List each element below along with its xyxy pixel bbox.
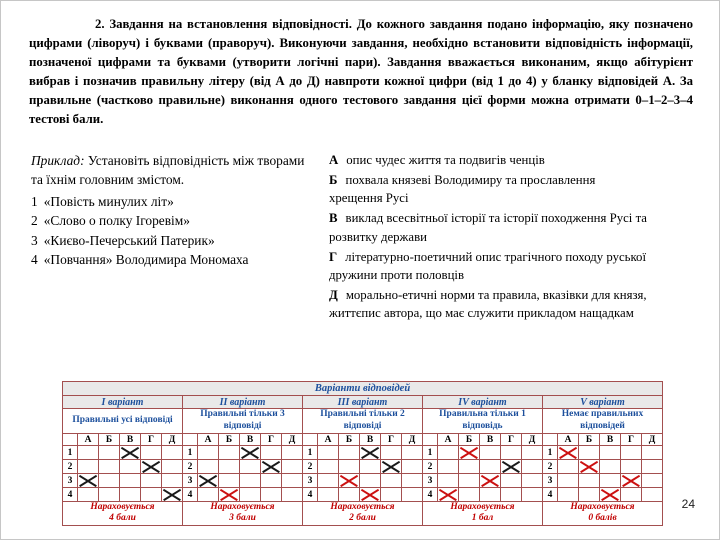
row-number-header-cell [303, 434, 318, 446]
row-number-cell: 4 [423, 488, 438, 502]
x-mark-correct [200, 475, 216, 486]
variant-name: III варіант [303, 396, 423, 409]
answer-letter-header: А [318, 434, 339, 446]
answer-cell [282, 460, 303, 474]
answer-cell [99, 460, 120, 474]
answer-cell [501, 446, 522, 460]
option-text: похвала князеві Володимиру та прославлення хрещення Русі [329, 173, 596, 206]
answer-cell [141, 474, 162, 488]
answer-letter-header: Г [141, 434, 162, 446]
answer-letter-header: А [198, 434, 219, 446]
answer-cell [240, 460, 261, 474]
option-item [329, 151, 651, 169]
answer-cell [120, 488, 141, 502]
answers-table [62, 381, 663, 526]
row-number-cell: 3 [423, 474, 438, 488]
answer-cell [360, 474, 381, 488]
row-number-cell: 2 [423, 460, 438, 474]
x-mark-wrong [341, 475, 357, 486]
answer-cell [339, 460, 360, 474]
answer-cell [162, 446, 183, 460]
options-list [329, 151, 651, 324]
answer-cell [318, 474, 339, 488]
row-number-cell: 1 [543, 446, 558, 460]
answer-letter-header: В [120, 434, 141, 446]
answer-cell [219, 460, 240, 474]
answer-cell [621, 474, 642, 488]
score-caption-points: 0 балів [588, 513, 617, 524]
answer-cell [522, 446, 543, 460]
option-letter: Д [329, 288, 338, 303]
answer-letter-header: Д [402, 434, 423, 446]
answer-cell [240, 446, 261, 460]
x-mark-wrong [362, 489, 378, 500]
answer-cell [360, 446, 381, 460]
answer-cell [381, 460, 402, 474]
answer-cell [162, 460, 183, 474]
row-number-cell: 2 [303, 460, 318, 474]
answer-cell [600, 460, 621, 474]
answer-cell [501, 460, 522, 474]
variant-name: II варіант [183, 396, 303, 409]
option-letter: Б [329, 173, 338, 188]
answer-cell [480, 446, 501, 460]
answer-cell [522, 474, 543, 488]
score-caption-word: Нараховується [210, 502, 275, 512]
row-number-cell: 3 [543, 474, 558, 488]
row-number-header-cell [63, 434, 78, 446]
answer-cell [282, 474, 303, 488]
example-item-text: «Повість минулих літ» [43, 193, 174, 209]
score-caption-word: Нараховується [330, 502, 395, 512]
x-mark-wrong [440, 489, 456, 500]
score-caption-points: 2 бали [349, 513, 376, 524]
answer-cell [621, 446, 642, 460]
example-item-text: «Повчання» Володимира Мономаха [43, 252, 249, 268]
answer-cell [162, 474, 183, 488]
example-item-text: «Слово о полку Ігоревім» [43, 213, 190, 229]
x-mark-correct [263, 461, 279, 472]
answer-cell [360, 460, 381, 474]
answer-cell [78, 460, 99, 474]
answer-cell [558, 474, 579, 488]
answer-cell [459, 446, 480, 460]
answer-cell [282, 488, 303, 502]
x-mark-correct [503, 461, 519, 472]
row-number-cell: 1 [183, 446, 198, 460]
x-mark-wrong [602, 489, 618, 500]
answer-cell [261, 460, 282, 474]
answer-letter-header: Г [261, 434, 282, 446]
answer-cell [141, 460, 162, 474]
answer-letter-header: В [360, 434, 381, 446]
answer-cell [141, 446, 162, 460]
example-prompt [31, 151, 313, 190]
answer-cell [381, 474, 402, 488]
answer-cell [642, 488, 663, 502]
variant-description: Правильні усі відповіді [63, 409, 183, 434]
variant-description: Правильна тільки 1 відповідь [423, 409, 543, 434]
answer-cell [579, 446, 600, 460]
row-number-cell: 4 [303, 488, 318, 502]
answer-cell [318, 460, 339, 474]
option-item [329, 248, 651, 284]
answer-letter-header: Д [282, 434, 303, 446]
answer-letter-header: В [240, 434, 261, 446]
example-item-number: 1 [31, 193, 38, 209]
answer-letter-header: А [438, 434, 459, 446]
answer-cell [198, 460, 219, 474]
example-item [31, 192, 313, 211]
answer-cell [642, 474, 663, 488]
score-caption [183, 502, 303, 526]
answer-letter-header: Д [522, 434, 543, 446]
score-caption-word: Нараховується [450, 502, 515, 512]
instructions-paragraph: 2. Завдання на встановлення відповідності. До кожного завдання подано інформацію, яку позначено цифрами (ліворуч) і буквами (праворуч). Виконуючи завдання, необхідно встановити відповідність інформації, позначеної цифрами та буквами (утворити логічні пари). Завдання вважається виконаним, якщо абітурієнт вибрав і позначив правильну літеру (від А до Д) навпроти кожної цифри (від 1 до 4) у бланку відповідей А. За правильне (частково правильне) виконання одного тестового завдання цієї форми можна отримати 0–1–2–3–4 тестові бали. [29, 17, 693, 126]
score-caption-points: 3 бали [229, 513, 256, 524]
variant-description: Немає правильних відповідей [543, 409, 663, 434]
answer-cell [198, 446, 219, 460]
answer-cell [240, 474, 261, 488]
answer-cell [339, 446, 360, 460]
example-item [31, 211, 313, 230]
answer-cell [558, 488, 579, 502]
answer-letter-header: Б [99, 434, 120, 446]
answer-cell [522, 460, 543, 474]
option-letter: В [329, 211, 338, 226]
x-mark-wrong [461, 447, 477, 458]
x-mark-correct [143, 461, 159, 472]
answer-cell [402, 488, 423, 502]
answer-cell [261, 488, 282, 502]
answer-cell [438, 460, 459, 474]
option-item [329, 286, 651, 322]
score-caption-points: 1 бал [471, 513, 494, 524]
answer-letter-header: В [600, 434, 621, 446]
answer-cell [120, 460, 141, 474]
answer-letter-header: Г [621, 434, 642, 446]
answer-cell [219, 474, 240, 488]
score-caption [303, 502, 423, 526]
example-item-text: «Києво-Печерський Патерик» [43, 232, 215, 248]
option-item [329, 209, 651, 245]
answer-cell [579, 474, 600, 488]
answer-cell [558, 446, 579, 460]
example-item-number: 3 [31, 232, 38, 248]
x-mark-correct [362, 447, 378, 458]
variant-name: V варіант [543, 396, 663, 409]
row-number-cell: 3 [63, 474, 78, 488]
answer-cell [642, 446, 663, 460]
answer-letter-header: Д [162, 434, 183, 446]
answer-cell [579, 460, 600, 474]
answer-cell [438, 474, 459, 488]
answer-cell [240, 488, 261, 502]
answer-cell [402, 446, 423, 460]
score-caption-points: 4 бали [109, 513, 136, 524]
answer-cell [99, 474, 120, 488]
answer-cell [438, 488, 459, 502]
answer-cell [78, 488, 99, 502]
answer-cell [99, 446, 120, 460]
answer-cell [360, 488, 381, 502]
x-mark-correct [122, 447, 138, 458]
variant-name: I варіант [63, 396, 183, 409]
answer-cell [120, 446, 141, 460]
answer-cell [402, 474, 423, 488]
example-item [31, 250, 313, 269]
x-mark-correct [383, 461, 399, 472]
row-number-cell: 4 [63, 488, 78, 502]
row-number-cell: 4 [543, 488, 558, 502]
answer-cell [78, 474, 99, 488]
answer-cell [318, 488, 339, 502]
row-number-header-cell [543, 434, 558, 446]
row-number-cell: 3 [303, 474, 318, 488]
row-number-header-cell [183, 434, 198, 446]
answer-cell [402, 460, 423, 474]
answer-letter-header: А [558, 434, 579, 446]
answer-cell [381, 446, 402, 460]
answer-letter-header: Б [339, 434, 360, 446]
answer-cell [162, 488, 183, 502]
answer-cell [501, 488, 522, 502]
row-number-cell: 1 [423, 446, 438, 460]
example-item-number: 4 [31, 252, 38, 268]
example-item-number: 2 [31, 213, 38, 229]
answer-letter-header: В [480, 434, 501, 446]
answer-cell [219, 446, 240, 460]
option-letter: А [329, 153, 339, 167]
example-block [31, 151, 313, 270]
answer-letter-header: Б [579, 434, 600, 446]
answer-cell [339, 474, 360, 488]
answer-cell [198, 488, 219, 502]
x-mark-wrong [560, 447, 576, 458]
variant-description: Правильні тільки 3 відповіді [183, 409, 303, 434]
answer-cell [642, 460, 663, 474]
example-prompt-text: Установіть відповідність між творами та їхнім головним змістом. [31, 153, 305, 188]
answer-cell [381, 488, 402, 502]
answer-cell [261, 446, 282, 460]
x-mark-wrong [221, 489, 237, 500]
option-item [329, 171, 651, 207]
score-caption [423, 502, 543, 526]
answer-cell [558, 460, 579, 474]
answer-cell [219, 488, 240, 502]
row-number-cell: 4 [183, 488, 198, 502]
example-label: Приклад: [31, 153, 85, 168]
x-mark-correct [164, 489, 180, 500]
row-number-cell: 2 [183, 460, 198, 474]
answer-cell [501, 474, 522, 488]
answer-cell [99, 488, 120, 502]
answer-cell [438, 446, 459, 460]
answer-cell [480, 488, 501, 502]
table-title: Варіанти відповідей [63, 382, 663, 396]
answer-cell [459, 488, 480, 502]
answer-letter-header: Г [501, 434, 522, 446]
option-letter: Г [329, 249, 338, 264]
x-mark-correct [242, 447, 258, 458]
answer-letter-header: Б [219, 434, 240, 446]
answer-cell [480, 460, 501, 474]
x-mark-wrong [482, 475, 498, 486]
answer-cell [600, 474, 621, 488]
answer-cell [522, 488, 543, 502]
answer-cell [261, 474, 282, 488]
x-mark-wrong [623, 475, 639, 486]
option-text: морально-етичні норми та правила, вказівки для князя, життєпис автора, що має служити прикладом нащадкам [329, 288, 647, 321]
answer-cell [282, 446, 303, 460]
answer-cell [459, 460, 480, 474]
x-mark-correct [80, 475, 96, 486]
row-number-cell: 2 [543, 460, 558, 474]
variant-name: IV варіант [423, 396, 543, 409]
row-number-cell: 1 [63, 446, 78, 460]
option-text: опис чудес життя та подвигів ченців [346, 153, 545, 167]
answer-cell [480, 474, 501, 488]
answer-letter-header: Г [381, 434, 402, 446]
x-mark-wrong [581, 461, 597, 472]
answer-cell [459, 474, 480, 488]
score-caption [543, 502, 663, 526]
answer-cell [198, 474, 219, 488]
score-caption-word: Нараховується [570, 502, 635, 512]
row-number-cell: 1 [303, 446, 318, 460]
answer-cell [579, 488, 600, 502]
variant-description: Правильні тільки 2 відповіді [303, 409, 423, 434]
row-number-header-cell [423, 434, 438, 446]
answer-cell [141, 488, 162, 502]
answer-cell [621, 460, 642, 474]
answer-cell [339, 488, 360, 502]
answer-cell [78, 446, 99, 460]
answer-letter-header: Д [642, 434, 663, 446]
example-item [31, 231, 313, 250]
page-number: 24 [681, 497, 695, 511]
answer-letter-header: А [78, 434, 99, 446]
answer-cell [600, 488, 621, 502]
score-caption-word: Нараховується [90, 502, 155, 512]
example-items [31, 192, 313, 270]
answer-cell [600, 446, 621, 460]
answer-cell [120, 474, 141, 488]
option-text: літературно-поетичний опис трагічного походу руської дружини проти половців [329, 249, 647, 282]
score-caption [63, 502, 183, 526]
option-text: виклад всесвітньої історії та історії походження Русі та розвитку держави [329, 211, 647, 244]
answer-cell [318, 446, 339, 460]
answer-letter-header: Б [459, 434, 480, 446]
row-number-cell: 2 [63, 460, 78, 474]
answer-cell [621, 488, 642, 502]
row-number-cell: 3 [183, 474, 198, 488]
